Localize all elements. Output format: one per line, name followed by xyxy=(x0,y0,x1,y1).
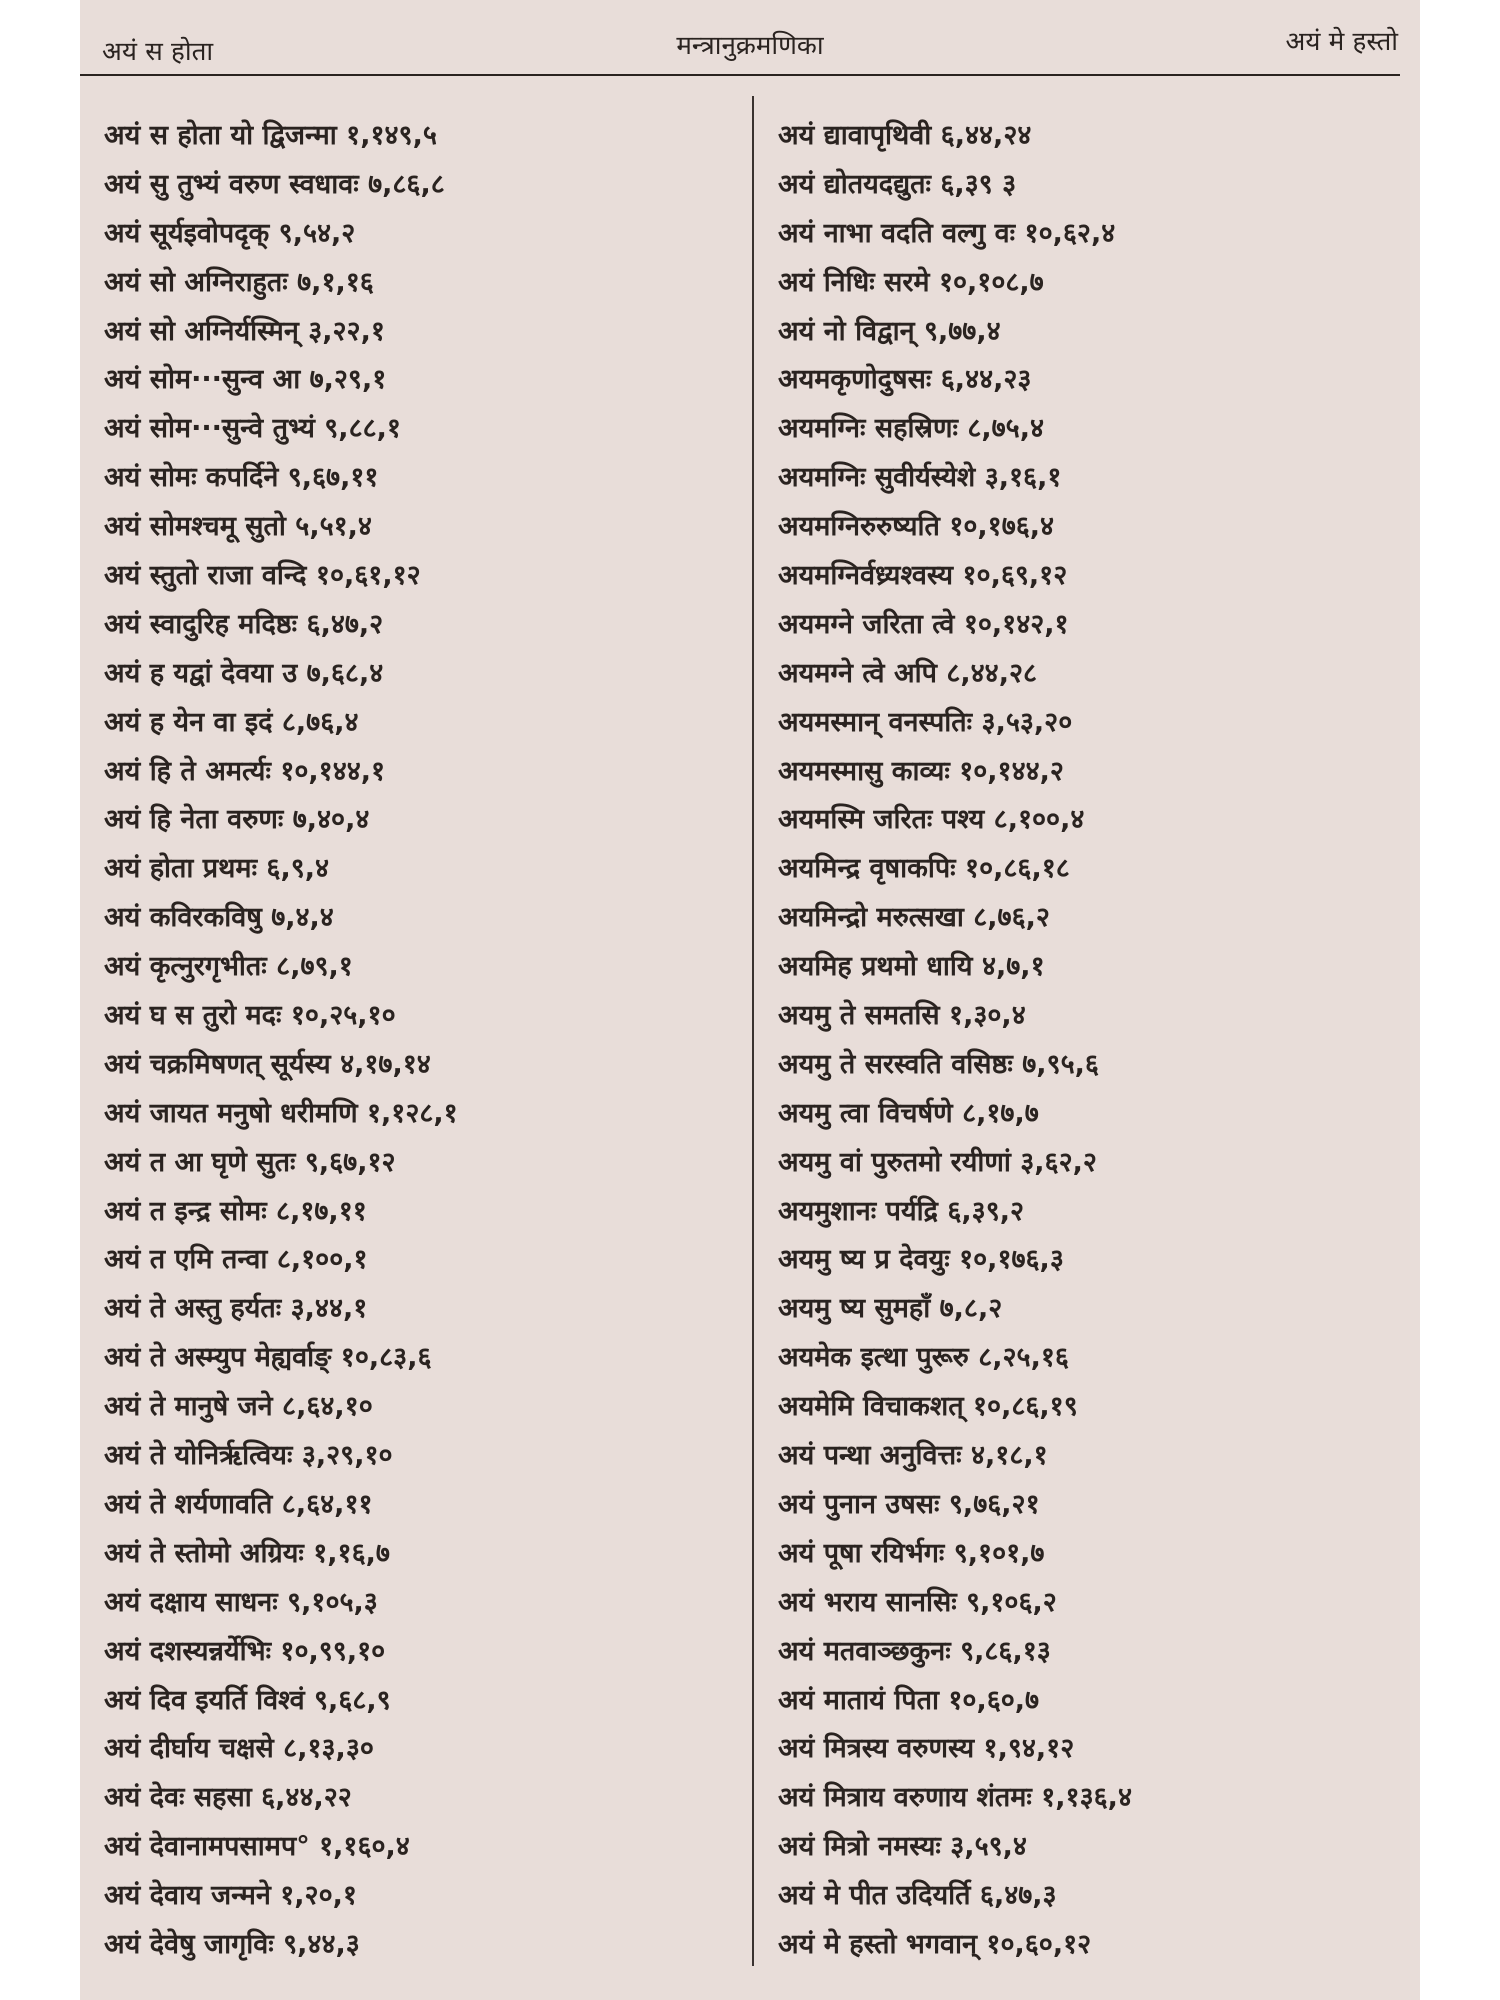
index-entry: अयं त इन्द्र सोमः ८,१७,११ xyxy=(104,1195,367,1227)
index-entry: अयमकृणोदुषसः ६,४४,२३ xyxy=(778,364,1032,396)
index-entry: अयं सूर्यइवोपदृक् ९,५४,२ xyxy=(104,217,356,249)
index-entry: अयमुशानः पर्यद्रि ६,३९,२ xyxy=(778,1195,1025,1227)
index-entry: अयं ते अस्तु हर्यतः ३,४४,१ xyxy=(104,1293,368,1325)
index-entry: अयं चक्रमिषणत् सूर्यस्य ४,१७,१४ xyxy=(104,1048,431,1080)
index-entry: अयमग्ने जरिता त्वे १०,१४२,१ xyxy=(778,608,1069,640)
index-entry: अयमु ष्य सुमहाँ ७,८,२ xyxy=(778,1293,1003,1325)
index-entry: अयमग्ने त्वे अपि ८,४४,२८ xyxy=(778,657,1038,689)
index-entry: अयं त आ घृणे सुतः ९,६७,१२ xyxy=(104,1146,396,1178)
index-entry: अयं देवाय जन्मने १,२०,१ xyxy=(104,1880,357,1912)
index-entry: अयमेमि विचाकशत् १०,८६,१९ xyxy=(778,1391,1078,1423)
index-entry: अयं ते शर्यणावति ८,६४,११ xyxy=(104,1488,373,1520)
index-entry: अयं सो अग्निराहुतः ७,१,१६ xyxy=(104,266,374,298)
index-entry: अयं मित्रस्य वरुणस्य १,९४,१२ xyxy=(778,1733,1075,1765)
index-entry: अयं सोमश्चमू सुतो ५,५१,४ xyxy=(104,511,372,543)
index-entry: अयं नो विद्वान् ९,७७,४ xyxy=(778,315,1001,347)
index-entry: अयं स होता यो द्विजन्मा १,१४९,५ xyxy=(104,120,437,151)
right-column xyxy=(778,112,1398,1970)
index-entry: अयं मे हस्तो भगवान् १०,६०,१२ xyxy=(778,1928,1092,1960)
index-entry: अयमु ते सरस्वति वसिष्ठः ७,९५,६ xyxy=(778,1048,1099,1080)
index-entry: अयं देवेषु जागृविः ९,४४,३ xyxy=(104,1928,360,1960)
index-entry: अयं देवः सहसा ६,४४,२२ xyxy=(104,1782,352,1814)
index-entry: अयं मातायं पिता १०,६०,७ xyxy=(778,1684,1040,1716)
index-entry: अयं पन्था अनुवित्तः ४,१८,१ xyxy=(778,1440,1048,1472)
index-entry: अयं मित्रो नमस्यः ३,५९,४ xyxy=(778,1831,1027,1863)
index-entry: अयं सोम···सुन्व आ ७,२९,१ xyxy=(104,364,387,396)
index-entry: अयं दक्षाय साधनः ९,१०५,३ xyxy=(104,1586,378,1618)
header-right: अयं मे हस्तो xyxy=(1285,27,1398,57)
index-entry: अयमस्मान् वनस्पतिः ३,५३,२० xyxy=(778,706,1073,738)
index-entry: अयं मे पीत उदियर्ति ६,४७,३ xyxy=(778,1880,1057,1912)
index-entry: अयं स्वादुरिह मदिष्ठः ६,४७,२ xyxy=(104,608,384,640)
index-entry: अयं पूषा रयिर्भगः ९,१०१,७ xyxy=(778,1537,1045,1569)
index-entry: अयं देवानामपसामप° १,१६०,४ xyxy=(104,1831,410,1863)
index-entry: अयमिन्द्र वृषाकपिः १०,८६,१८ xyxy=(778,853,1070,885)
index-entry: अयं होता प्रथमः ६,९,४ xyxy=(104,853,330,885)
index-entry: अयं सोमः कपर्दिने ९,६७,११ xyxy=(104,462,379,494)
index-entry: अयं मित्राय वरुणाय शंतमः १,१३६,४ xyxy=(778,1782,1132,1814)
index-entry: अयं ते स्तोमो अग्रियः १,१६,७ xyxy=(104,1537,390,1569)
index-entry: अयमिन्द्रो मरुत्सखा ८,७६,२ xyxy=(778,902,1050,934)
index-entry: अयमु ते समतसि १,३०,४ xyxy=(778,1000,1026,1032)
index-entry: अयमेक इत्था पुरूरु ८,२५,१६ xyxy=(778,1342,1069,1374)
index-entry: अयं नाभा वदति वल्गु वः १०,६२,४ xyxy=(778,217,1116,249)
page xyxy=(80,0,1420,2000)
index-entry: अयं ह यद्वां देवया उ ७,६८,४ xyxy=(104,657,384,689)
index-entry: अयं दिव इयर्ति विश्वं ९,६८,९ xyxy=(104,1684,391,1716)
index-entry: अयमग्निः सुवीर्यस्येशे ३,१६,१ xyxy=(778,462,1062,494)
index-entry: अयं सु तुभ्यं वरुण स्वधावः ७,८६,८ xyxy=(104,168,445,200)
index-entry: अयं भराय सानसिः ९,१०६,२ xyxy=(778,1586,1057,1618)
index-entry: अयं कृत्नुरगृभीतः ८,७९,१ xyxy=(104,951,353,983)
column-divider xyxy=(752,96,754,1966)
index-entry: अयमस्मासु काव्यः १०,१४४,२ xyxy=(778,755,1064,787)
index-entry: अयं ते अस्म्युप मेह्यर्वाङ् १०,८३,६ xyxy=(104,1342,432,1374)
index-entry: अयं पुनान उषसः ९,७६,२१ xyxy=(778,1488,1040,1520)
index-entry: अयं दशस्यन्नर्येभिः १०,९९,१० xyxy=(104,1635,386,1667)
index-entry: अयं ते मानुषे जने ८,६४,१० xyxy=(104,1391,373,1423)
running-header xyxy=(102,22,1398,70)
index-entry: अयं सो अग्निर्यस्मिन् ३,२२,१ xyxy=(104,315,385,347)
index-entry: अयं हि नेता वरुणः ७,४०,४ xyxy=(104,804,370,836)
index-entry: अयमु ष्य प्र देवयुः १०,१७६,३ xyxy=(778,1244,1064,1276)
header-left: अयं स होता xyxy=(102,37,214,67)
index-entry: अयमस्मि जरितः पश्य ८,१००,४ xyxy=(778,804,1085,836)
index-entry: अयं द्यावापृथिवी ६,४४,२४ xyxy=(778,120,1032,151)
left-column xyxy=(104,112,724,1970)
index-entry: अयं निधिः सरमे १०,१०८,७ xyxy=(778,266,1044,298)
index-entry: अयं ह येन वा इदं ८,७६,४ xyxy=(104,706,359,738)
index-entry: अयं मतवाञ्छकुनः ९,८६,१३ xyxy=(778,1635,1051,1667)
index-entry: अयमग्निः सहस्रिणः ८,७५,४ xyxy=(778,413,1045,445)
index-entry: अयं द्योतयदद्युतः ६,३९ ३ xyxy=(778,168,1017,200)
index-entry: अयं हि ते अमर्त्यः १०,१४४,१ xyxy=(104,755,386,787)
index-entry: अयं ते योनिर्ऋत्वियः ३,२९,१० xyxy=(104,1440,393,1472)
header-title: मन्त्रानुक्रमणिका xyxy=(676,31,824,61)
index-entry: अयं दीर्घाय चक्षसे ८,१३,३० xyxy=(104,1733,374,1765)
index-entry: अयं जायत मनुषो धरीमणि १,१२८,१ xyxy=(104,1097,458,1129)
index-entry: अयं स्तुतो राजा वन्दि १०,६१,१२ xyxy=(104,560,421,592)
header-rule xyxy=(80,74,1400,76)
index-entry: अयं त एमि तन्वा ८,१००,१ xyxy=(104,1244,368,1276)
index-entry: अयं घ स तुरो मदः १०,२५,१० xyxy=(104,1000,396,1032)
index-entry: अयं सोम···सुन्वे तुभ्यं ९,८८,१ xyxy=(104,413,401,445)
index-entry: अयमग्निरुरुष्यति १०,१७६,४ xyxy=(778,511,1055,543)
index-entry: अयमु वां पुरुतमो रयीणां ३,६२,२ xyxy=(778,1146,1097,1178)
index-entry: अयमु त्वा विचर्षणे ८,१७,७ xyxy=(778,1097,1039,1129)
index-entry: अयमिह प्रथमो धायि ४,७,१ xyxy=(778,951,1045,983)
index-entry: अयं कविरकविषु ७,४,४ xyxy=(104,902,334,934)
index-entry: अयमग्निर्वध्र्यश्वस्य १०,६९,१२ xyxy=(778,560,1068,592)
